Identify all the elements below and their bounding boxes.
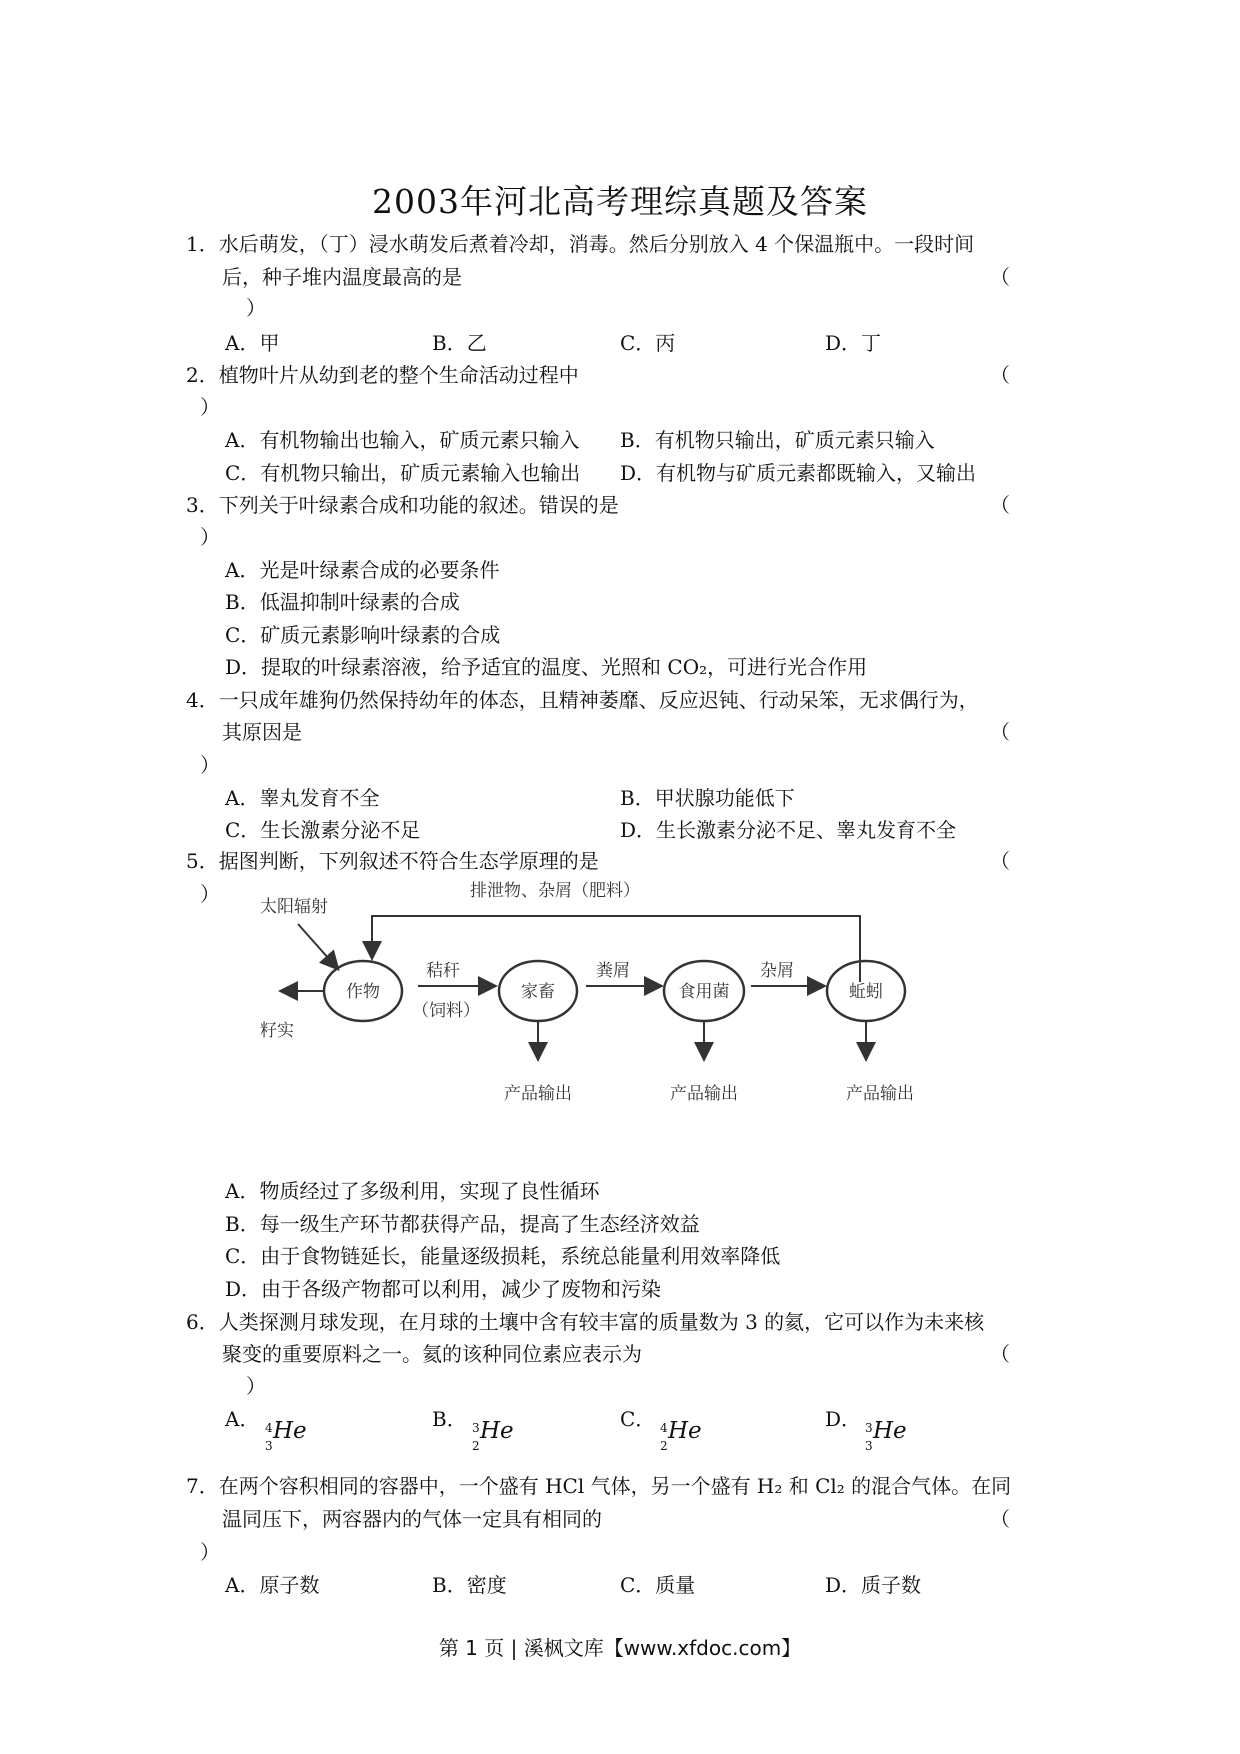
q3-option-d: D．提取的叶绿素溶液，给予适宜的温度、光照和 CO₂，可进行光合作用: [225, 655, 868, 679]
q7-answer-paren-open: （: [990, 1507, 1010, 1531]
q6-option-a-mass-number: 4: [265, 1421, 273, 1435]
residue-label: 杂屑: [760, 961, 794, 981]
q6-answer-paren-open: （: [990, 1342, 1010, 1366]
node-livestock-label: 家畜: [521, 982, 555, 1002]
q2-answer-paren-open: （: [990, 363, 1010, 387]
q5-option-d: D．由于各级产物都可以利用，减少了废物和污染: [225, 1277, 662, 1301]
q1-stem-line1: 1．水后萌发，（丁）浸水萌发后煮着冷却，消毒。然后分别放入 4 个保温瓶中。一段时间: [186, 232, 975, 256]
q7-answer-paren-close: ）: [200, 1540, 220, 1564]
sun-radiation-label: 太阳辐射: [260, 897, 328, 917]
waste-fertilizer-label: 排泄物、杂屑（肥料）: [470, 881, 640, 901]
q3-stem: 3．下列关于叶绿素合成和功能的叙述。错误的是: [186, 493, 619, 517]
q6-option-c: [620, 1405, 702, 1453]
q5-option-b: B．每一级生产环节都获得产品，提高了生态经济效益: [225, 1212, 700, 1236]
q4-option-b: B．甲状腺功能低下: [620, 786, 795, 810]
q5-answer-paren-open: （: [990, 849, 1010, 873]
q6-option-b: [432, 1405, 514, 1453]
q1-option-b: B．乙: [432, 331, 487, 355]
q6-option-b-atomic-number: 2: [472, 1439, 480, 1453]
q6-option-d: [825, 1405, 907, 1453]
q5-option-a: A．物质经过了多级利用，实现了良性循环: [225, 1179, 600, 1203]
q1-answer-paren-open: （: [990, 265, 1010, 289]
q2-option-a: A．有机物输出也输入，矿质元素只输入: [225, 428, 580, 452]
q1-option-c: C．丙: [620, 331, 676, 355]
q7-option-c: C．质量: [620, 1573, 696, 1597]
q6-option-c-mass-number: 4: [660, 1421, 668, 1435]
q4-option-a: A．睾丸发育不全: [225, 786, 380, 810]
node-mushroom-label: 食用菌: [678, 982, 730, 1002]
q1-option-a: A．甲: [225, 331, 280, 355]
q5-stem: 5．据图判断，下列叙述不符合生态学原理的是: [186, 849, 599, 873]
q6-stem-line2: 聚变的重要原料之一。氦的该种同位素应表示为: [222, 1342, 642, 1366]
q7-option-a: A．原子数: [225, 1573, 320, 1597]
q7-option-b: B．密度: [432, 1573, 507, 1597]
q4-option-d: D．生长激素分泌不足、睾丸发育不全: [620, 818, 957, 842]
q2-stem: 2．植物叶片从幼到老的整个生命活动过程中: [186, 363, 579, 387]
grain-label: 籽实: [260, 1021, 294, 1041]
node-earthworm-label: 蚯蚓: [849, 982, 883, 1002]
q2-option-d: D．有机物与矿质元素都既输入，又输出: [620, 461, 977, 485]
q6-option-a: [225, 1405, 307, 1453]
q3-option-c: C．矿质元素影响叶绿素的合成: [225, 623, 501, 647]
node-crop-label: 作物: [346, 982, 380, 1002]
q2-option-b: B．有机物只输出，矿质元素只输入: [620, 428, 935, 452]
q4-stem-line1: 4．一只成年雄狗仍然保持幼年的体态，且精神萎靡、反应迟钝、行动呆笨，无求偶行为，: [186, 688, 979, 712]
straw-label: 秸秆: [426, 961, 460, 981]
fodder-label: （饲料）: [412, 1001, 480, 1021]
q6-option-d-label: D．: [825, 1407, 862, 1431]
q4-option-c: C．生长激素分泌不足: [225, 818, 421, 842]
q6-answer-paren-close: ）: [246, 1374, 266, 1398]
q6-option-c-label: C．: [620, 1407, 656, 1431]
manure-label: 粪屑: [596, 961, 630, 981]
q6-option-d-symbol: He: [873, 1418, 907, 1444]
q3-answer-paren-close: ）: [200, 525, 220, 549]
q1-answer-paren-close: ）: [246, 296, 266, 320]
q1-option-d: D．丁: [825, 331, 882, 355]
q3-option-a: A．光是叶绿素合成的必要条件: [225, 558, 500, 582]
q5-option-c: C．由于食物链延长，能量逐级损耗，系统总能量利用效率降低: [225, 1244, 781, 1268]
sun-arrow: [298, 924, 337, 968]
q6-option-c-atomic-number: 2: [660, 1439, 668, 1453]
mushroom-output-label: 产品输出: [670, 1084, 738, 1104]
q3-answer-paren-open: （: [990, 493, 1010, 517]
q6-option-d-mass-number: 3: [865, 1421, 873, 1435]
document-title: 2003年河北高考理综真题及答案: [372, 182, 868, 221]
q1-stem-line2: 后，种子堆内温度最高的是: [222, 265, 462, 289]
q7-stem-line2: 温同压下，两容器内的气体一定具有相同的: [222, 1507, 602, 1531]
q3-option-b: B．低温抑制叶绿素的合成: [225, 590, 460, 614]
q4-answer-paren-open: （: [990, 720, 1010, 744]
livestock-output-label: 产品输出: [504, 1084, 572, 1104]
q6-option-a-atomic-number: 3: [265, 1439, 273, 1453]
q6-option-c-symbol: He: [668, 1418, 702, 1444]
q7-stem-line1: 7．在两个容积相同的容器中，一个盛有 HCl 气体，另一个盛有 H₂ 和 Cl₂ 的混合气体。在同: [186, 1474, 1012, 1498]
q6-option-a-symbol: He: [273, 1418, 307, 1444]
q5-answer-paren-close: ）: [200, 882, 220, 906]
q2-option-c: C．有机物只输出，矿质元素输入也输出: [225, 461, 581, 485]
ecosystem-flow-diagram: [240, 872, 960, 1112]
q4-stem-line2: 其原因是: [222, 720, 302, 744]
q6-option-b-mass-number: 3: [472, 1421, 480, 1435]
q7-option-d: D．质子数: [825, 1573, 922, 1597]
earthworm-output-label: 产品输出: [846, 1084, 914, 1104]
page-footer: 第 1 页 | 溪枫文库【www.xfdoc.com】: [438, 1636, 802, 1660]
q6-option-a-label: A．: [225, 1407, 260, 1431]
q6-option-d-atomic-number: 3: [865, 1439, 873, 1453]
q6-stem-line1: 6．人类探测月球发现，在月球的土壤中含有较丰富的质量数为 3 的氦，它可以作为未来核: [186, 1310, 985, 1334]
q2-answer-paren-close: ）: [200, 395, 220, 419]
q4-answer-paren-close: ）: [200, 753, 220, 777]
q6-option-b-symbol: He: [480, 1418, 514, 1444]
q6-option-b-label: B．: [432, 1407, 467, 1431]
